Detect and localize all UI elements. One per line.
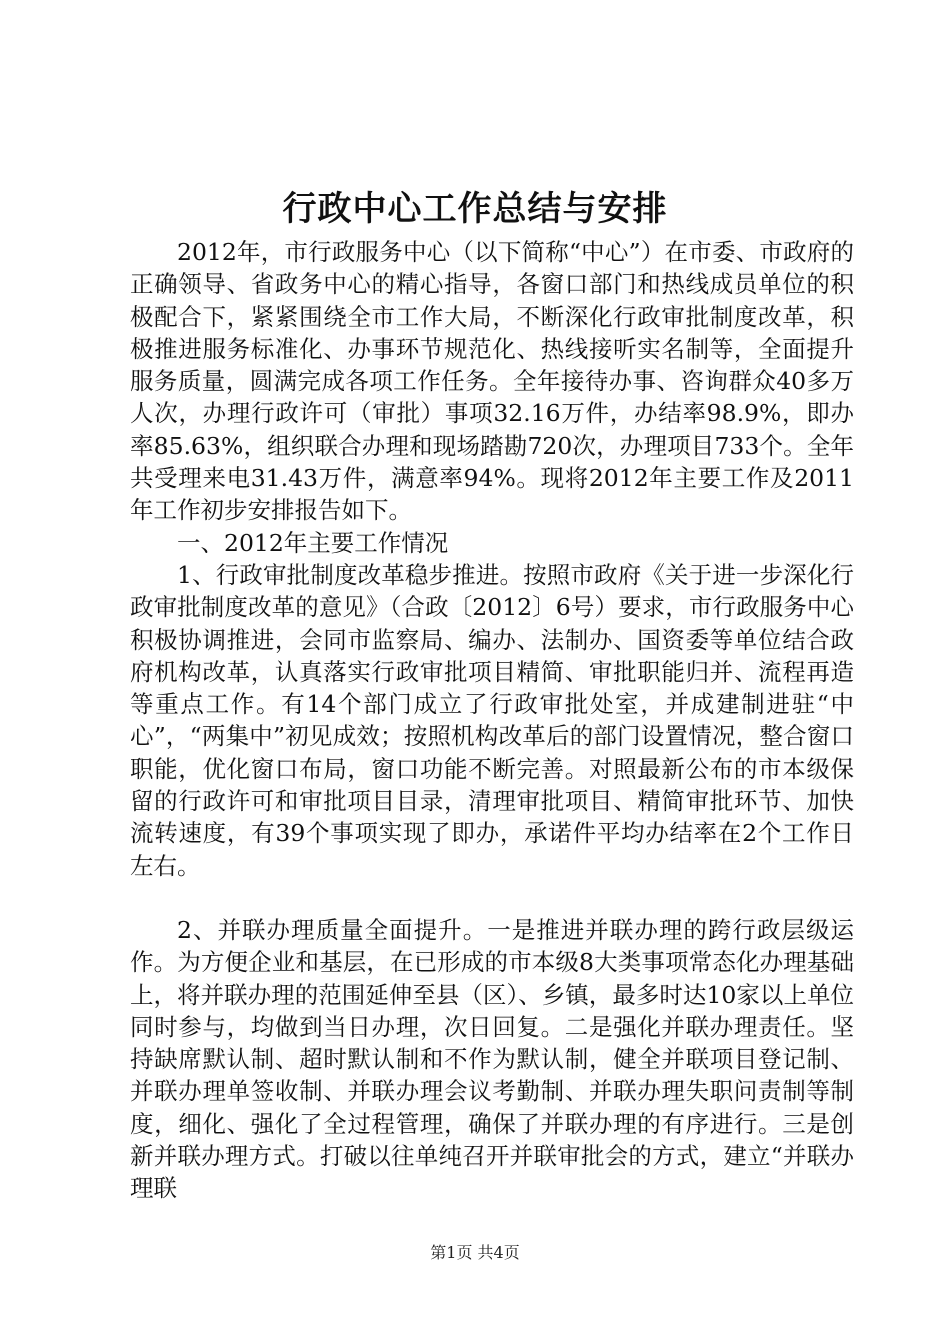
section-heading: 一、2012年主要工作情况 [177, 528, 449, 557]
page-footer: 第1页 共4页 [430, 1243, 520, 1262]
document-body [130, 236, 854, 1205]
paragraph-item-2: 2、并联办理质量全面提升。一是推进并联办理的跨行政层级运作。为方便企业和基层，在已形成的市本级8大类事项常态化办理基础上，将并联办理的范围延伸至县（区）、乡镇，最多时达10家以上单位同时参与，均做到当日办理，次日回复。二是强化并联办理责任。坚持缺席默认制、超时默认制和不作为默认制，健全并联项目登记制、并联办理单签收制、并联办理会议考勤制、并联办理失职问责制等制度，细化、强化了全过程管理，确保了并联办理的有序进行。三是创新并联办理方式。打破以往单纯召开并联审批会的方式，建立“并联办理联 [130, 915, 854, 1203]
paragraph-item-1: 1、行政审批制度改革稳步推进。按照市政府《关于进一步深化行政审批制度改革的意见》（合政〔2012〕6号）要求，市行政服务中心积极协调推进，会同市监察局、编办、法制办、国资委等单位结合政府机构改革，认真落实行政审批项目精简、审批职能归并、流程再造等重点工作。有14个部门成立了行政审批处室，并成建制进驻“中心”，“两集中”初见成效；按照机构改革后的部门设置情况，整合窗口职能，优化窗口布局，窗口功能不断完善。对照最新公布的市本级保留的行政许可和审批项目目录，清理审批项目、精简审批环节、加快流转速度，有39个事项实现了即办，承诺件平均办结率在2个工作日左右。 [130, 560, 854, 880]
paragraph-intro: 2012年，市行政服务中心（以下简称“中心”）在市委、市政府的正确领导、省政务中心的精心指导，各窗口部门和热线成员单位的积极配合下，紧紧围绕全市工作大局，不断深化行政审批制度改革，积极推进服务标准化、办事环节规范化、热线接听实名制等，全面提升服务质量，圆满完成各项工作任务。全年接待办事、咨询群众40多万人次，办理行政许可（审批）事项32.16万件，办结率98.9%，即办率85.63%，组织联合办理和现场踏勘720次，办理项目733个。全年共受理来电31.43万件，满意率94%。现将2012年主要工作及2011年工作初步安排报告如下。 [130, 238, 854, 525]
document-title: 行政中心工作总结与安排 [282, 189, 668, 229]
